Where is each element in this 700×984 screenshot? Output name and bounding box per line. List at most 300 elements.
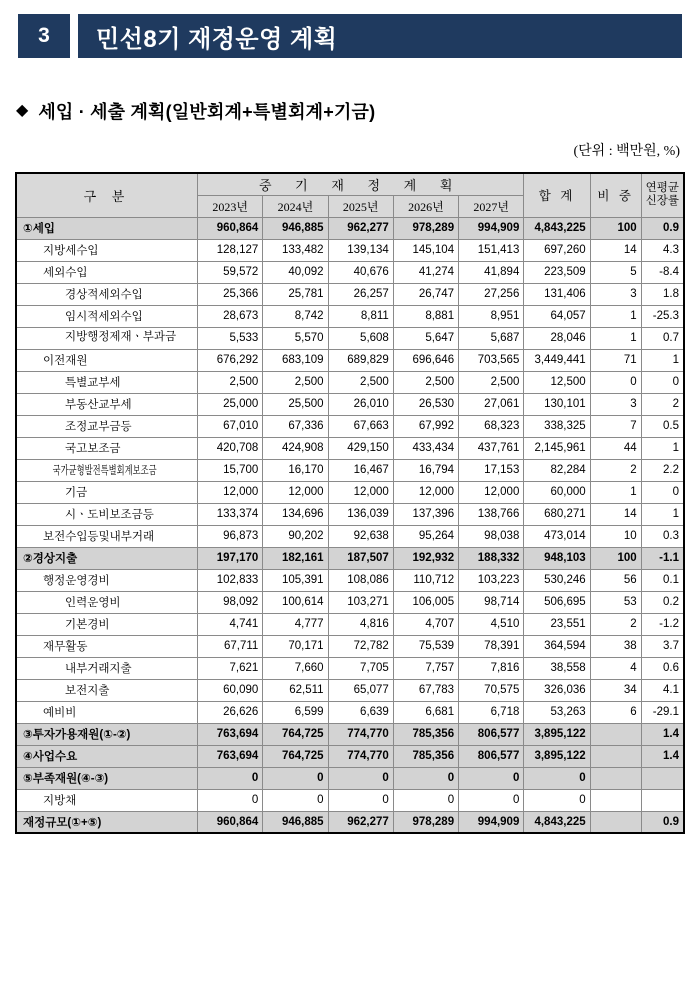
row-label [16,437,198,459]
cell-year-value: 0 [459,767,524,789]
table-row [16,745,684,767]
table-row [16,811,684,833]
cell-year-value: 0 [328,789,393,811]
row-label-text: 재무활동 [43,641,88,653]
table-row [16,547,684,569]
row-label [16,525,198,547]
cell-year-value: 25,781 [263,283,328,305]
cell-year-value: 98,038 [459,525,524,547]
cell-year-value: 0 [393,789,458,811]
cell-year-value: 0 [263,767,328,789]
cell-share: 10 [590,525,641,547]
table-header [16,173,684,217]
cell-growth: 0 [641,481,684,503]
cell-share: 44 [590,437,641,459]
cell-year-value: 0 [459,789,524,811]
cell-year-value: 806,577 [459,745,524,767]
document-page [0,14,700,984]
diamond-bullet-icon: ◆ [16,102,29,119]
row-label [16,261,198,283]
cell-growth: 2.2 [641,459,684,481]
cell-year-value: 7,757 [393,657,458,679]
section-title: 민선8기 재정운영 계획 [78,14,682,58]
row-label-text: 행정운영경비 [43,575,110,587]
cell-total: 130,101 [524,393,590,415]
header-year-2024: 2024년 [263,195,328,217]
cell-share: 14 [590,239,641,261]
cell-year-value: 5,533 [198,327,263,349]
row-label-text: ③투자가용재원(①-②) [23,729,131,741]
cell-year-value: 28,673 [198,305,263,327]
cell-share: 100 [590,217,641,239]
cell-year-value: 6,599 [263,701,328,723]
table-row [16,789,684,811]
cell-year-value: 92,638 [328,525,393,547]
cell-year-value: 27,256 [459,283,524,305]
cell-year-value: 978,289 [393,811,458,833]
cell-year-value: 6,681 [393,701,458,723]
row-label [16,393,198,415]
header-share: 비 중 [590,173,641,217]
cell-year-value: 139,134 [328,239,393,261]
row-label [16,635,198,657]
row-label-text: ⑤부족재원(④-③) [23,773,109,785]
row-label [16,349,198,371]
finance-table [15,172,685,834]
row-label [16,415,198,437]
cell-total: 12,500 [524,371,590,393]
cell-year-value: 763,694 [198,745,263,767]
cell-year-value: 128,127 [198,239,263,261]
table-row [16,261,684,283]
cell-year-value: 7,705 [328,657,393,679]
cell-total: 680,271 [524,503,590,525]
cell-year-value: 67,711 [198,635,263,657]
cell-year-value: 2,500 [459,371,524,393]
row-label [16,679,198,701]
banner-divider [70,14,78,58]
cell-year-value: 424,908 [263,437,328,459]
cell-year-value: 27,061 [459,393,524,415]
cell-year-value: 25,000 [198,393,263,415]
cell-year-value: 67,010 [198,415,263,437]
cell-total: 131,406 [524,283,590,305]
cell-year-value: 103,271 [328,591,393,613]
table-row [16,481,684,503]
cell-year-value: 40,092 [263,261,328,283]
row-label [16,239,198,261]
cell-year-value: 806,577 [459,723,524,745]
cell-total: 223,509 [524,261,590,283]
cell-year-value: 7,660 [263,657,328,679]
cell-total: 364,594 [524,635,590,657]
cell-share: 4 [590,657,641,679]
cell-share: 56 [590,569,641,591]
cell-year-value: 774,770 [328,723,393,745]
cell-year-value: 12,000 [393,481,458,503]
cell-total: 4,843,225 [524,811,590,833]
cell-year-value: 75,539 [393,635,458,657]
cell-year-value: 763,694 [198,723,263,745]
row-label [16,371,198,393]
cell-year-value: 137,396 [393,503,458,525]
cell-total: 2,145,961 [524,437,590,459]
cell-growth: 1 [641,503,684,525]
cell-year-value: 98,092 [198,591,263,613]
table-row [16,283,684,305]
row-label [16,811,198,833]
cell-share: 3 [590,283,641,305]
cell-share: 1 [590,481,641,503]
row-label [16,547,198,569]
table-row [16,415,684,437]
row-label [16,613,198,635]
cell-year-value: 60,090 [198,679,263,701]
cell-total: 23,551 [524,613,590,635]
table-row [16,679,684,701]
cell-total: 3,895,122 [524,745,590,767]
cell-growth: 3.7 [641,635,684,657]
row-label [16,745,198,767]
cell-year-value: 197,170 [198,547,263,569]
cell-share: 71 [590,349,641,371]
cell-year-value: 8,811 [328,305,393,327]
cell-year-value: 978,289 [393,217,458,239]
table-row [16,503,684,525]
row-label [16,723,198,745]
cell-total: 3,895,122 [524,723,590,745]
row-label [16,217,198,239]
row-label [16,481,198,503]
cell-year-value: 946,885 [263,811,328,833]
cell-share: 1 [590,327,641,349]
cell-year-value: 133,374 [198,503,263,525]
cell-growth: -8.4 [641,261,684,283]
cell-growth: 0.6 [641,657,684,679]
cell-year-value: 187,507 [328,547,393,569]
cell-growth: 0 [641,371,684,393]
cell-year-value: 4,707 [393,613,458,635]
cell-year-value: 67,663 [328,415,393,437]
row-label-text: ①세입 [23,223,55,235]
row-label-text: 임시적세외수입 [65,311,143,323]
cell-share: 14 [590,503,641,525]
row-label [16,459,198,481]
cell-year-value: 764,725 [263,723,328,745]
section-banner [18,14,700,58]
cell-year-value: 785,356 [393,745,458,767]
cell-total: 28,046 [524,327,590,349]
cell-year-value: 62,511 [263,679,328,701]
cell-year-value: 68,323 [459,415,524,437]
row-label-text: 보전지출 [65,685,110,697]
cell-year-value: 4,741 [198,613,263,635]
cell-year-value: 960,864 [198,217,263,239]
header-growth-line1: 연평균 [645,182,679,195]
cell-year-value: 994,909 [459,217,524,239]
section-number: 3 [18,14,70,58]
cell-growth: 0.2 [641,591,684,613]
table-row [16,459,684,481]
cell-year-value: 145,104 [393,239,458,261]
cell-growth: 0.9 [641,811,684,833]
cell-year-value: 110,712 [393,569,458,591]
cell-growth: 1.4 [641,745,684,767]
row-label [16,503,198,525]
cell-year-value: 16,467 [328,459,393,481]
table-row [16,525,684,547]
cell-year-value: 16,170 [263,459,328,481]
row-label-text: 예비비 [43,707,77,719]
cell-year-value: 12,000 [198,481,263,503]
table-row [16,657,684,679]
row-label-text: 기금 [65,487,88,499]
cell-year-value: 59,572 [198,261,263,283]
row-label [16,767,198,789]
row-label-text: 이전재원 [43,355,88,367]
cell-growth: 0.3 [641,525,684,547]
table-row [16,701,684,723]
row-label-text: 지방세수입 [43,245,99,257]
cell-total: 82,284 [524,459,590,481]
table-row [16,393,684,415]
cell-year-value: 12,000 [459,481,524,503]
row-label [16,789,198,811]
header-row-top [16,173,684,195]
table-body [16,217,684,833]
row-label [16,701,198,723]
cell-year-value: 25,500 [263,393,328,415]
cell-share [590,811,641,833]
cell-total: 948,103 [524,547,590,569]
row-label-text: 인력운영비 [65,597,121,609]
cell-growth: -29.1 [641,701,684,723]
cell-share: 0 [590,371,641,393]
cell-year-value: 962,277 [328,811,393,833]
cell-share: 1 [590,305,641,327]
header-growth-line2: 신장률 [645,195,679,208]
cell-year-value: 16,794 [393,459,458,481]
row-label-text: 시ㆍ도비보조금등 [65,509,154,521]
cell-share [590,723,641,745]
unit-note: (단위 : 백만원, %) [573,144,680,159]
cell-growth [641,767,684,789]
subsection-heading-text: 세입 · 세출 계획(일반회계+특별회계+기금) [38,102,376,122]
cell-total: 3,449,441 [524,349,590,371]
cell-year-value: 41,274 [393,261,458,283]
cell-year-value: 785,356 [393,723,458,745]
cell-year-value: 2,500 [263,371,328,393]
cell-year-value: 41,894 [459,261,524,283]
cell-year-value: 102,833 [198,569,263,591]
row-label [16,305,198,327]
cell-year-value: 8,742 [263,305,328,327]
cell-total: 326,036 [524,679,590,701]
cell-growth: 0.9 [641,217,684,239]
cell-year-value: 26,530 [393,393,458,415]
table-row [16,239,684,261]
header-year-2023: 2023년 [198,195,263,217]
row-label [16,327,198,349]
cell-year-value: 103,223 [459,569,524,591]
cell-total: 38,558 [524,657,590,679]
row-label-text: 국고보조금 [65,443,121,455]
cell-growth: 4.1 [641,679,684,701]
table-row [16,635,684,657]
row-label-text: ②경상지출 [23,553,78,565]
cell-share: 2 [590,459,641,481]
cell-year-value: 15,700 [198,459,263,481]
row-label [16,657,198,679]
cell-year-value: 0 [263,789,328,811]
table-row [16,437,684,459]
cell-total: 697,260 [524,239,590,261]
cell-total: 0 [524,767,590,789]
cell-year-value: 429,150 [328,437,393,459]
cell-year-value: 5,570 [263,327,328,349]
cell-year-value: 26,747 [393,283,458,305]
cell-year-value: 25,366 [198,283,263,305]
cell-year-value: 683,109 [263,349,328,371]
cell-year-value: 994,909 [459,811,524,833]
cell-year-value: 90,202 [263,525,328,547]
cell-year-value: 7,621 [198,657,263,679]
cell-year-value: 676,292 [198,349,263,371]
cell-share: 3 [590,393,641,415]
cell-year-value: 2,500 [198,371,263,393]
cell-share: 6 [590,701,641,723]
cell-year-value: 6,639 [328,701,393,723]
cell-year-value: 70,575 [459,679,524,701]
cell-growth: 0.5 [641,415,684,437]
cell-year-value: 151,413 [459,239,524,261]
header-growth-rate [641,173,684,217]
cell-year-value: 8,881 [393,305,458,327]
cell-share: 5 [590,261,641,283]
cell-year-value: 98,714 [459,591,524,613]
cell-year-value: 182,161 [263,547,328,569]
cell-growth: -25.3 [641,305,684,327]
row-label-text: 국가균형발전특별회계보조금 [52,465,157,477]
cell-year-value: 26,257 [328,283,393,305]
cell-year-value: 72,782 [328,635,393,657]
cell-year-value: 2,500 [328,371,393,393]
cell-total: 53,263 [524,701,590,723]
cell-year-value: 188,332 [459,547,524,569]
header-midterm-plan: 중 기 재 정 계 획 [198,173,524,195]
cell-year-value: 100,614 [263,591,328,613]
cell-year-value: 0 [198,767,263,789]
cell-share: 38 [590,635,641,657]
table-row [16,327,684,349]
table-row [16,591,684,613]
cell-share [590,767,641,789]
cell-year-value: 70,171 [263,635,328,657]
cell-share: 34 [590,679,641,701]
cell-year-value: 0 [328,767,393,789]
cell-total: 64,057 [524,305,590,327]
cell-total: 473,014 [524,525,590,547]
table-row [16,371,684,393]
row-label-text: 부동산교부세 [65,399,132,411]
cell-share [590,745,641,767]
row-label-text: 조정교부금등 [65,421,132,433]
cell-year-value: 17,153 [459,459,524,481]
cell-share: 53 [590,591,641,613]
cell-year-value: 2,500 [393,371,458,393]
cell-year-value: 5,687 [459,327,524,349]
row-label-text: 보전수입등및내부거래 [43,531,155,543]
cell-share: 7 [590,415,641,437]
cell-year-value: 0 [198,789,263,811]
cell-year-value: 437,761 [459,437,524,459]
cell-year-value: 26,010 [328,393,393,415]
table-row [16,723,684,745]
cell-total: 60,000 [524,481,590,503]
cell-growth: -1.2 [641,613,684,635]
row-label [16,283,198,305]
cell-year-value: 4,510 [459,613,524,635]
table-row [16,217,684,239]
cell-growth: -1.1 [641,547,684,569]
cell-year-value: 40,676 [328,261,393,283]
cell-year-value: 105,391 [263,569,328,591]
cell-year-value: 95,264 [393,525,458,547]
cell-year-value: 5,647 [393,327,458,349]
cell-share [590,789,641,811]
cell-year-value: 134,696 [263,503,328,525]
cell-year-value: 774,770 [328,745,393,767]
cell-year-value: 420,708 [198,437,263,459]
row-label-text: 지방채 [43,795,77,807]
cell-total: 4,843,225 [524,217,590,239]
cell-year-value: 764,725 [263,745,328,767]
cell-total: 0 [524,789,590,811]
cell-year-value: 4,777 [263,613,328,635]
cell-year-value: 689,829 [328,349,393,371]
cell-year-value: 67,783 [393,679,458,701]
header-year-2026: 2026년 [393,195,458,217]
cell-year-value: 0 [393,767,458,789]
cell-year-value: 703,565 [459,349,524,371]
cell-total: 506,695 [524,591,590,613]
finance-table-container [15,172,685,834]
cell-total: 530,246 [524,569,590,591]
cell-year-value: 12,000 [328,481,393,503]
cell-year-value: 4,816 [328,613,393,635]
cell-year-value: 6,718 [459,701,524,723]
table-row [16,569,684,591]
cell-year-value: 26,626 [198,701,263,723]
cell-year-value: 8,951 [459,305,524,327]
row-label-text: 지방행정제재ㆍ부과금 [65,331,177,344]
cell-growth: 1 [641,437,684,459]
row-label [16,591,198,613]
row-label-text: ④사업수요 [23,751,78,763]
row-label [16,569,198,591]
cell-growth: 1.8 [641,283,684,305]
row-label-text: 특별교부세 [65,377,121,389]
subsection-heading [16,98,700,124]
cell-year-value: 133,482 [263,239,328,261]
cell-share: 2 [590,613,641,635]
table-row [16,613,684,635]
header-year-2025: 2025년 [328,195,393,217]
cell-year-value: 96,873 [198,525,263,547]
cell-year-value: 67,336 [263,415,328,437]
cell-year-value: 65,077 [328,679,393,701]
cell-year-value: 5,608 [328,327,393,349]
